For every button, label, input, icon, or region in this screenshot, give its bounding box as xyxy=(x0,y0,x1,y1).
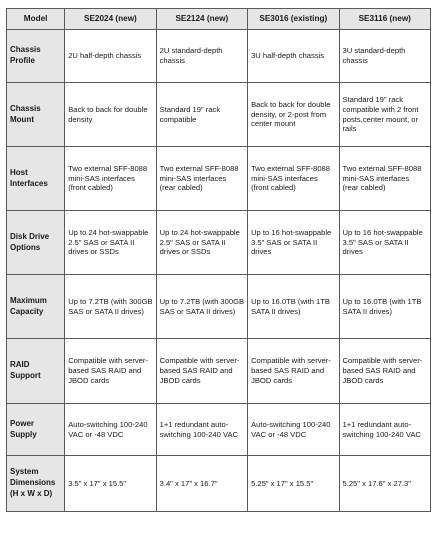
table-cell: Standard 19" rack compatible with 2 front posts,center mount, or rails xyxy=(339,83,431,147)
table-cell: Back to back for double density, or 2-post from center mount xyxy=(248,83,339,147)
comparison-table xyxy=(6,8,431,512)
table-cell: Standard 19" rack compatible xyxy=(156,83,247,147)
table-cell: Compatible with server-based SAS RAID and JBOD cards xyxy=(248,339,339,404)
table-row xyxy=(7,211,431,275)
row-label: Chassis Mount xyxy=(7,83,65,147)
row-label: Power Supply xyxy=(7,404,65,456)
row-label: Host Interfaces xyxy=(7,147,65,211)
table-cell: 3U half-depth chassis xyxy=(248,30,339,83)
table-cell: 1+1 redundant auto-switching 100-240 VAC xyxy=(339,404,431,456)
table-cell: Up to 16 hot-swappable 3.5" SAS or SATA II drives xyxy=(339,211,431,275)
table-cell: Two external SFF-8088 mini-SAS interfaces (rear cabled) xyxy=(339,147,431,211)
table-cell: Back to back for double density xyxy=(65,83,156,147)
table-row xyxy=(7,404,431,456)
table-row xyxy=(7,339,431,404)
table-cell: 3.4" x 17" x 16.7" xyxy=(156,456,247,512)
row-label: System Dimensions (H x W x D) xyxy=(7,456,65,512)
table-cell: 2U standard-depth chassis xyxy=(156,30,247,83)
table-row xyxy=(7,147,431,211)
table-cell: Two external SFF-8088 mini-SAS interfaces (front cabled) xyxy=(248,147,339,211)
table-row xyxy=(7,456,431,512)
table-row xyxy=(7,30,431,83)
table-cell: 3.5" x 17" x 15.5" xyxy=(65,456,156,512)
table-cell: Compatible with server-based SAS RAID and JBOD cards xyxy=(65,339,156,404)
header-se2124: SE2124 (new) xyxy=(156,9,247,30)
table-cell: 3U standard-depth chassis xyxy=(339,30,431,83)
table-cell: Up to 24 hot-swappable 2.5" SAS or SATA II drives or SSDs xyxy=(156,211,247,275)
row-label: Maximum Capacity xyxy=(7,275,65,339)
table-cell: Compatible with server-based SAS RAID and JBOD cards xyxy=(339,339,431,404)
spec-table-container xyxy=(6,8,431,512)
header-model: Model xyxy=(7,9,65,30)
table-cell: 2U half-depth chassis xyxy=(65,30,156,83)
header-se2024: SE2024 (new) xyxy=(65,9,156,30)
table-cell: 5.25" x 17" x 15.5" xyxy=(248,456,339,512)
table-header-row xyxy=(7,9,431,30)
table-row xyxy=(7,275,431,339)
table-row xyxy=(7,83,431,147)
table-cell: 1+1 redundant auto-switching 100-240 VAC xyxy=(156,404,247,456)
header-se3116: SE3116 (new) xyxy=(339,9,431,30)
table-cell: Auto-switching 100-240 VAC or -48 VDC xyxy=(248,404,339,456)
table-cell: 5.25" x 17.6" x 27.3" xyxy=(339,456,431,512)
header-se3016: SE3016 (existing) xyxy=(248,9,339,30)
table-cell: Up to 7.2TB (with 300GB SAS or SATA II drives) xyxy=(65,275,156,339)
table-cell: Up to 24 hot-swappable 2.5" SAS or SATA II drives or SSDs xyxy=(65,211,156,275)
row-label: Chassis Profile xyxy=(7,30,65,83)
table-cell: Two external SFF-8088 mini-SAS interfaces (rear cabled) xyxy=(156,147,247,211)
table-cell: Up to 16 hot-swappable 3.5" SAS or SATA II drives xyxy=(248,211,339,275)
table-cell: Compatible with server-based SAS RAID and JBOD cards xyxy=(156,339,247,404)
table-cell: Auto-switching 100-240 VAC or -48 VDC xyxy=(65,404,156,456)
table-cell: Up to 16.0TB (with 1TB SATA II drives) xyxy=(248,275,339,339)
row-label: Disk Drive Options xyxy=(7,211,65,275)
table-cell: Up to 7.2TB (with 300GB SAS or SATA II drives) xyxy=(156,275,247,339)
row-label: RAID Support xyxy=(7,339,65,404)
table-cell: Up to 16.0TB (with 1TB SATA II drives) xyxy=(339,275,431,339)
table-cell: Two external SFF-8088 mini-SAS interfaces (front cabled) xyxy=(65,147,156,211)
